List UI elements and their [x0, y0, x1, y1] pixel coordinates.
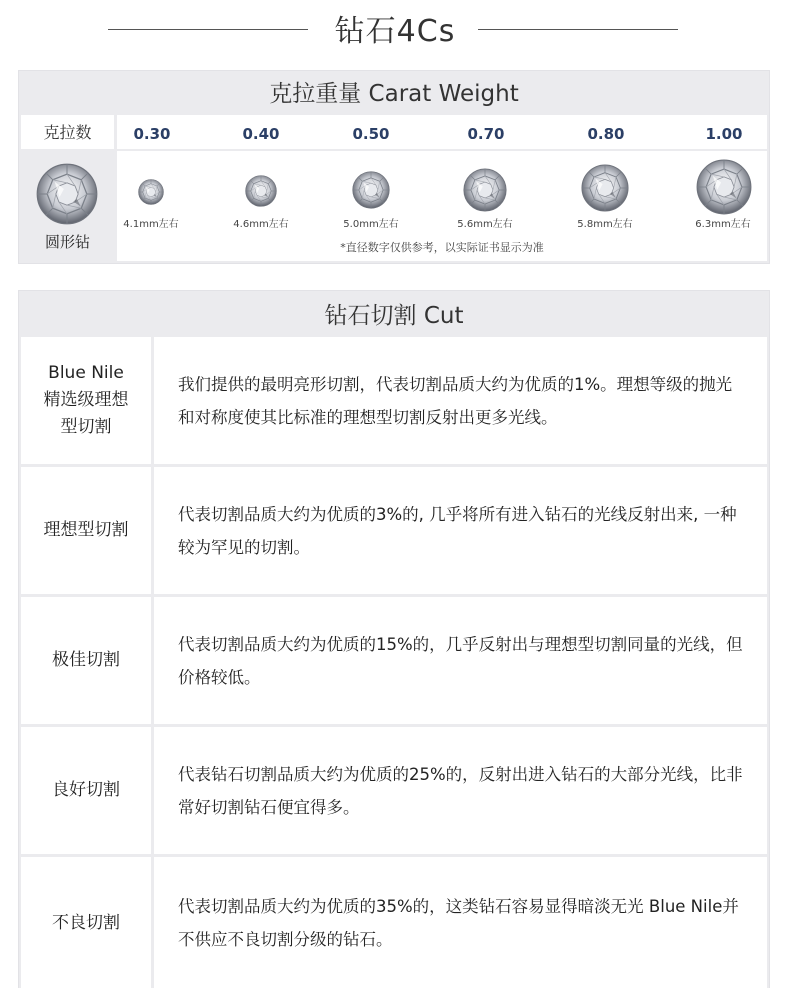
- diamond-icon: [696, 159, 752, 215]
- weight-value: 0.80: [587, 125, 625, 143]
- carat-footnote: *直径数字仅供参考，以实际证书显示为准: [340, 241, 544, 254]
- cut-grade-description: [154, 857, 767, 989]
- shape-label: 圆形钻: [44, 233, 90, 251]
- header-rule-right: [478, 29, 678, 30]
- cut-grade-row: [21, 337, 767, 464]
- cut-grade-description: [154, 337, 767, 464]
- diameter-label: 5.8mm左右: [577, 219, 633, 230]
- cut-grade-description: [154, 597, 767, 724]
- carat-table: [21, 115, 767, 261]
- diamond-icon: [138, 179, 164, 205]
- weight-value: 0.40: [242, 125, 280, 143]
- cut-grade-name: Blue Nile 精选级理想 型切割: [21, 337, 151, 464]
- diamond-size-row: [117, 151, 767, 261]
- cut-description-text: 代表切割品质大约为优质的35%的，这类钻石容易显得暗淡无光 Blue Nile并不供应不良切割分级的钻石。: [178, 897, 739, 949]
- cut-description-text: 代表切割品质大约为优质的15%的，几乎反射出与理想型切割同量的光线，但价格较低。: [178, 634, 743, 687]
- round-diamond-icon: [36, 163, 98, 225]
- page-title: 钻石4Cs: [334, 14, 456, 49]
- weight-value: 0.70: [467, 125, 505, 143]
- cut-grade-row: [21, 857, 767, 989]
- diamond-icon: [581, 164, 629, 212]
- cut-description-text: 代表切割品质大约为优质的3%的, 几乎将所有进入钻石的光线反射出来, 一种较为罕见的切割。: [178, 504, 737, 557]
- weight-value: 1.00: [705, 125, 743, 143]
- cut-grade-description: [154, 727, 767, 854]
- cut-section-title: 钻石切割 Cut: [324, 303, 464, 329]
- cut-grade-description: [154, 467, 767, 594]
- carat-section-title: 克拉重量 Carat Weight: [269, 81, 519, 107]
- cut-description-text: 我们提供的最明亮形切割，代表切割品质大约为优质的1%。理想等级的抛光和对称度使其比标准的理想型切割反射出更多光线。: [178, 374, 733, 427]
- weight-value: 0.50: [352, 125, 390, 143]
- cut-grade-name: 理想型切割: [21, 467, 151, 594]
- carat-weight-panel: [18, 70, 770, 264]
- carat-row-label: 克拉数: [21, 115, 114, 149]
- diamond-icon: [245, 175, 277, 207]
- cut-grade-row: [21, 727, 767, 854]
- cut-panel: [18, 290, 770, 988]
- cut-grade-name: 不良切割: [21, 857, 151, 989]
- cut-grade-name: 极佳切割: [21, 597, 151, 724]
- diameter-label: 6.3mm左右: [695, 219, 751, 230]
- diameter-label: 5.6mm左右: [457, 219, 513, 230]
- diamond-icon: [463, 168, 507, 212]
- cut-grade-row: [21, 597, 767, 724]
- diameter-label: 5.0mm左右: [343, 219, 399, 230]
- diameter-label: 4.6mm左右: [233, 219, 289, 230]
- cut-description-text: 代表钻石切割品质大约为优质的25%的，反射出进入钻石的大部分光线，比非常好切割钻石便宜得多。: [178, 764, 743, 817]
- weight-value: 0.30: [133, 125, 171, 143]
- cut-grade-name: 良好切割: [21, 727, 151, 854]
- diameter-label: 4.1mm左右: [123, 219, 179, 230]
- cut-grade-row: [21, 467, 767, 594]
- round-shape-cell: [21, 151, 114, 261]
- weights-row: [117, 115, 767, 149]
- page-header: [0, 0, 790, 60]
- diamond-icon: [352, 171, 390, 209]
